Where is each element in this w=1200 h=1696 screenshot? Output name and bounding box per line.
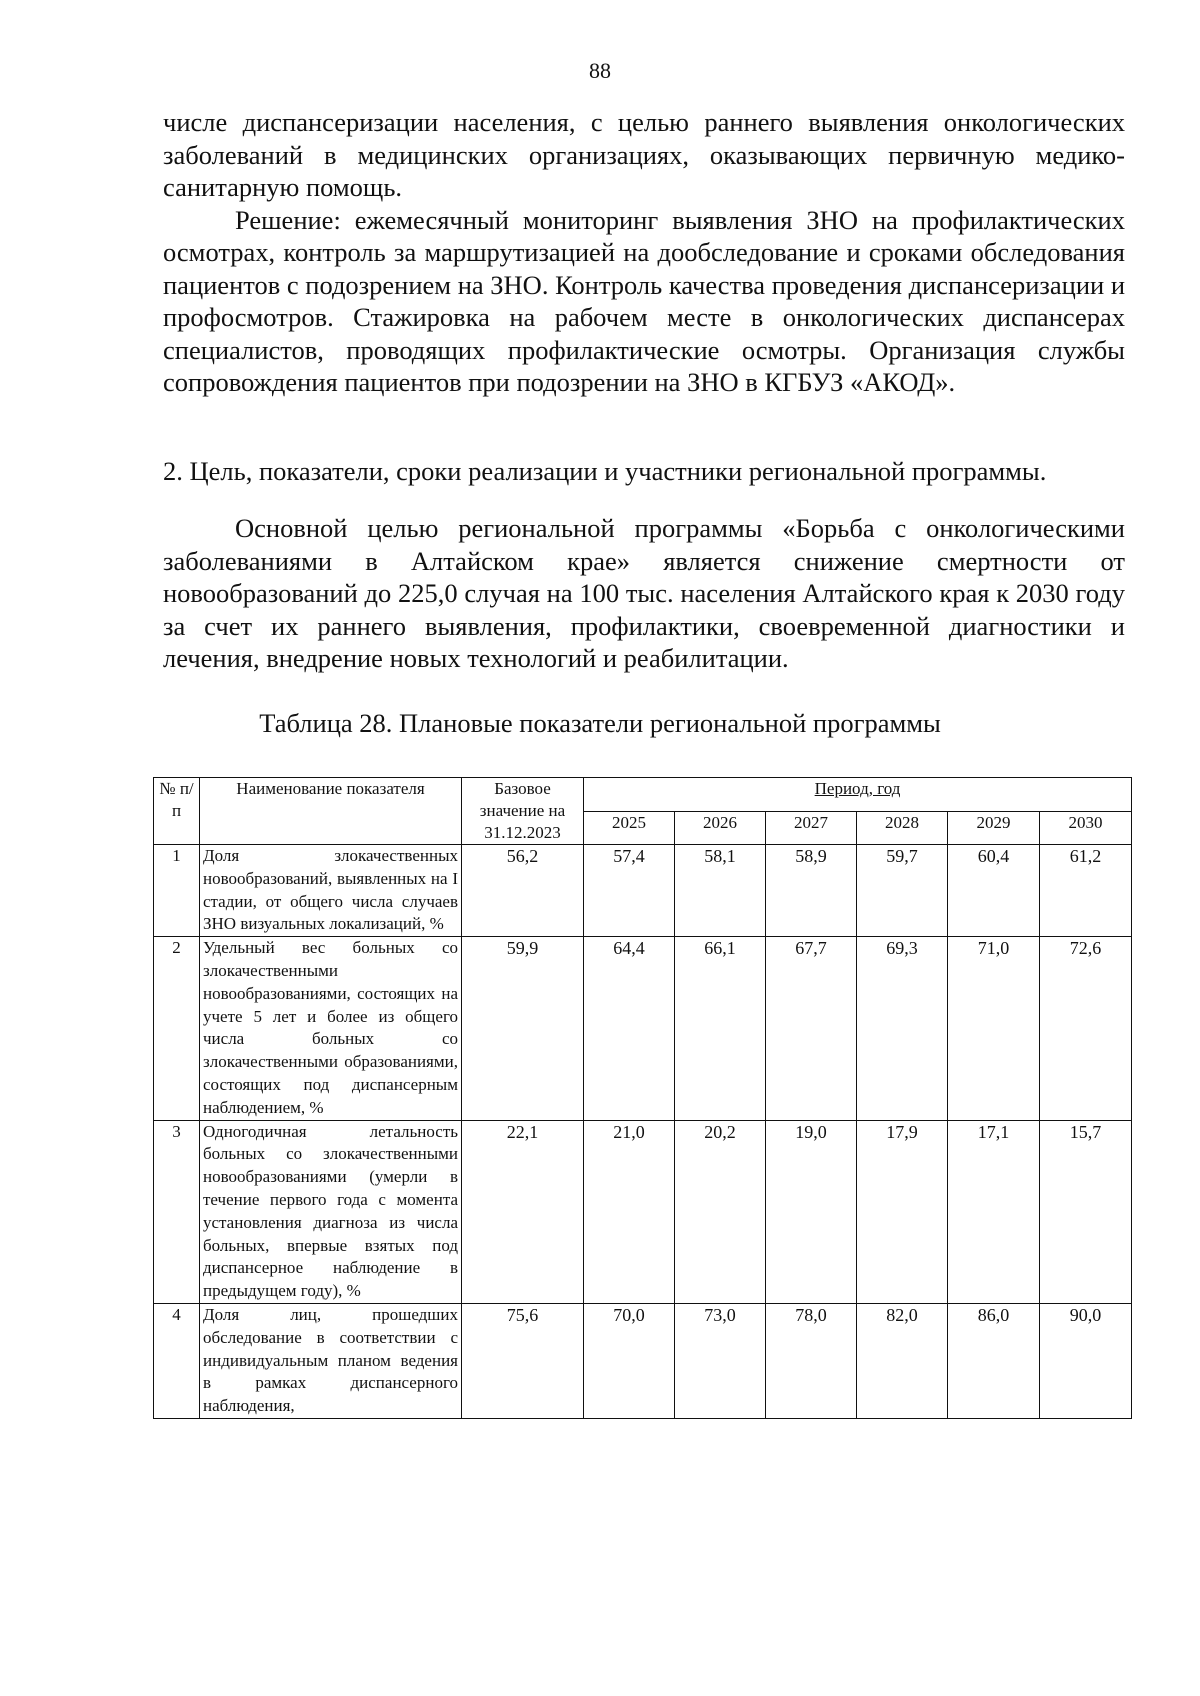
row-value: 64,4	[584, 937, 675, 1120]
page-number: 88	[589, 58, 611, 83]
row-value: 86,0	[948, 1303, 1040, 1418]
table-row	[154, 1120, 1132, 1303]
paragraph-continuation: числе диспансеризации населения, с целью раннего выявления онкологических заболеваний в медицинских организациях, оказывающих первичную медико-санитарную помощь.	[163, 107, 1125, 202]
header-year: 2029	[948, 811, 1040, 845]
goal-text	[163, 512, 1125, 675]
intro-text	[163, 106, 1125, 399]
header-year: 2027	[766, 811, 857, 845]
header-name: Наименование показателя	[200, 778, 462, 845]
row-num: 1	[154, 845, 200, 937]
paragraph-goal: Основной целью региональной программы «Борьба с онкологическими заболеваниями в Алтайском крае» является снижение смертности от новообразований до 225,0 случая на 100 тыс. населения Алтайского края к 2030 году за счет их раннего выявления, профилактики, своевременной диагностики и лечения, внедрение новых технологий и реабилитации.	[163, 513, 1125, 673]
indicators-table	[153, 777, 1132, 1419]
header-year: 2026	[675, 811, 766, 845]
table-row	[154, 1303, 1132, 1418]
section-heading: 2. Цель, показатели, сроки реализации и участники региональной программы.	[163, 456, 1047, 486]
row-value: 60,4	[948, 845, 1040, 937]
row-value: 15,7	[1040, 1120, 1132, 1303]
row-name: Одногодичная летальность больных со злокачественными новообразованиями (умерли в течение первого года с момента установления диагноза из числа больных, впервые взятых под диспансерное наблюдение в предыдущем году), %	[200, 1120, 462, 1303]
row-value: 21,0	[584, 1120, 675, 1303]
row-value: 78,0	[766, 1303, 857, 1418]
row-value: 90,0	[1040, 1303, 1132, 1418]
header-year: 2030	[1040, 811, 1132, 845]
table-header-row	[154, 778, 1132, 812]
table-caption: Таблица 28. Плановые показатели региональной программы	[259, 708, 941, 738]
row-value: 17,1	[948, 1120, 1040, 1303]
row-value: 66,1	[675, 937, 766, 1120]
header-period: Период, год	[584, 778, 1132, 812]
row-base: 56,2	[462, 845, 584, 937]
row-value: 58,1	[675, 845, 766, 937]
row-value: 20,2	[675, 1120, 766, 1303]
table-row	[154, 937, 1132, 1120]
row-value: 17,9	[857, 1120, 948, 1303]
row-value: 72,6	[1040, 937, 1132, 1120]
row-value: 82,0	[857, 1303, 948, 1418]
table-row	[154, 845, 1132, 937]
row-value: 59,7	[857, 845, 948, 937]
row-num: 4	[154, 1303, 200, 1418]
header-base: Базовое значение на 31.12.2023	[462, 778, 584, 845]
row-base: 59,9	[462, 937, 584, 1120]
header-year: 2028	[857, 811, 948, 845]
row-name: Доля злокачественных новообразований, выявленных на I стадии, от общего числа случаев ЗНО визуальных локализаций, %	[200, 845, 462, 937]
row-num: 2	[154, 937, 200, 1120]
row-base: 75,6	[462, 1303, 584, 1418]
row-value: 67,7	[766, 937, 857, 1120]
row-value: 71,0	[948, 937, 1040, 1120]
row-value: 73,0	[675, 1303, 766, 1418]
row-value: 70,0	[584, 1303, 675, 1418]
row-value: 58,9	[766, 845, 857, 937]
row-name: Доля лиц, прошедших обследование в соответствии с индивидуальным планом ведения в рамках диспансерного наблюдения,	[200, 1303, 462, 1418]
row-num: 3	[154, 1120, 200, 1303]
row-value: 57,4	[584, 845, 675, 937]
row-name: Удельный вес больных со злокачественными новообразованиями, состоящих на учете 5 лет и более из общего числа больных со злокачественными образованиями, состоящих под диспансерным наблюдением, %	[200, 937, 462, 1120]
row-value: 61,2	[1040, 845, 1132, 937]
row-base: 22,1	[462, 1120, 584, 1303]
header-year: 2025	[584, 811, 675, 845]
row-value: 69,3	[857, 937, 948, 1120]
row-value: 19,0	[766, 1120, 857, 1303]
header-num: № п/п	[154, 778, 200, 845]
paragraph-solution: Решение: ежемесячный мониторинг выявления ЗНО на профилактических осмотрах, контроль за маршрутизацией на дообследование и сроками обследования пациентов с подозрением на ЗНО. Контроль качества проведения диспансеризации и профосмотров. Стажировка на рабочем месте в онкологических диспансерах специалистов, проводящих профилактические осмотры. Организация службы сопровождения пациентов при подозрении на ЗНО в КГБУЗ «АКОД».	[163, 204, 1125, 397]
